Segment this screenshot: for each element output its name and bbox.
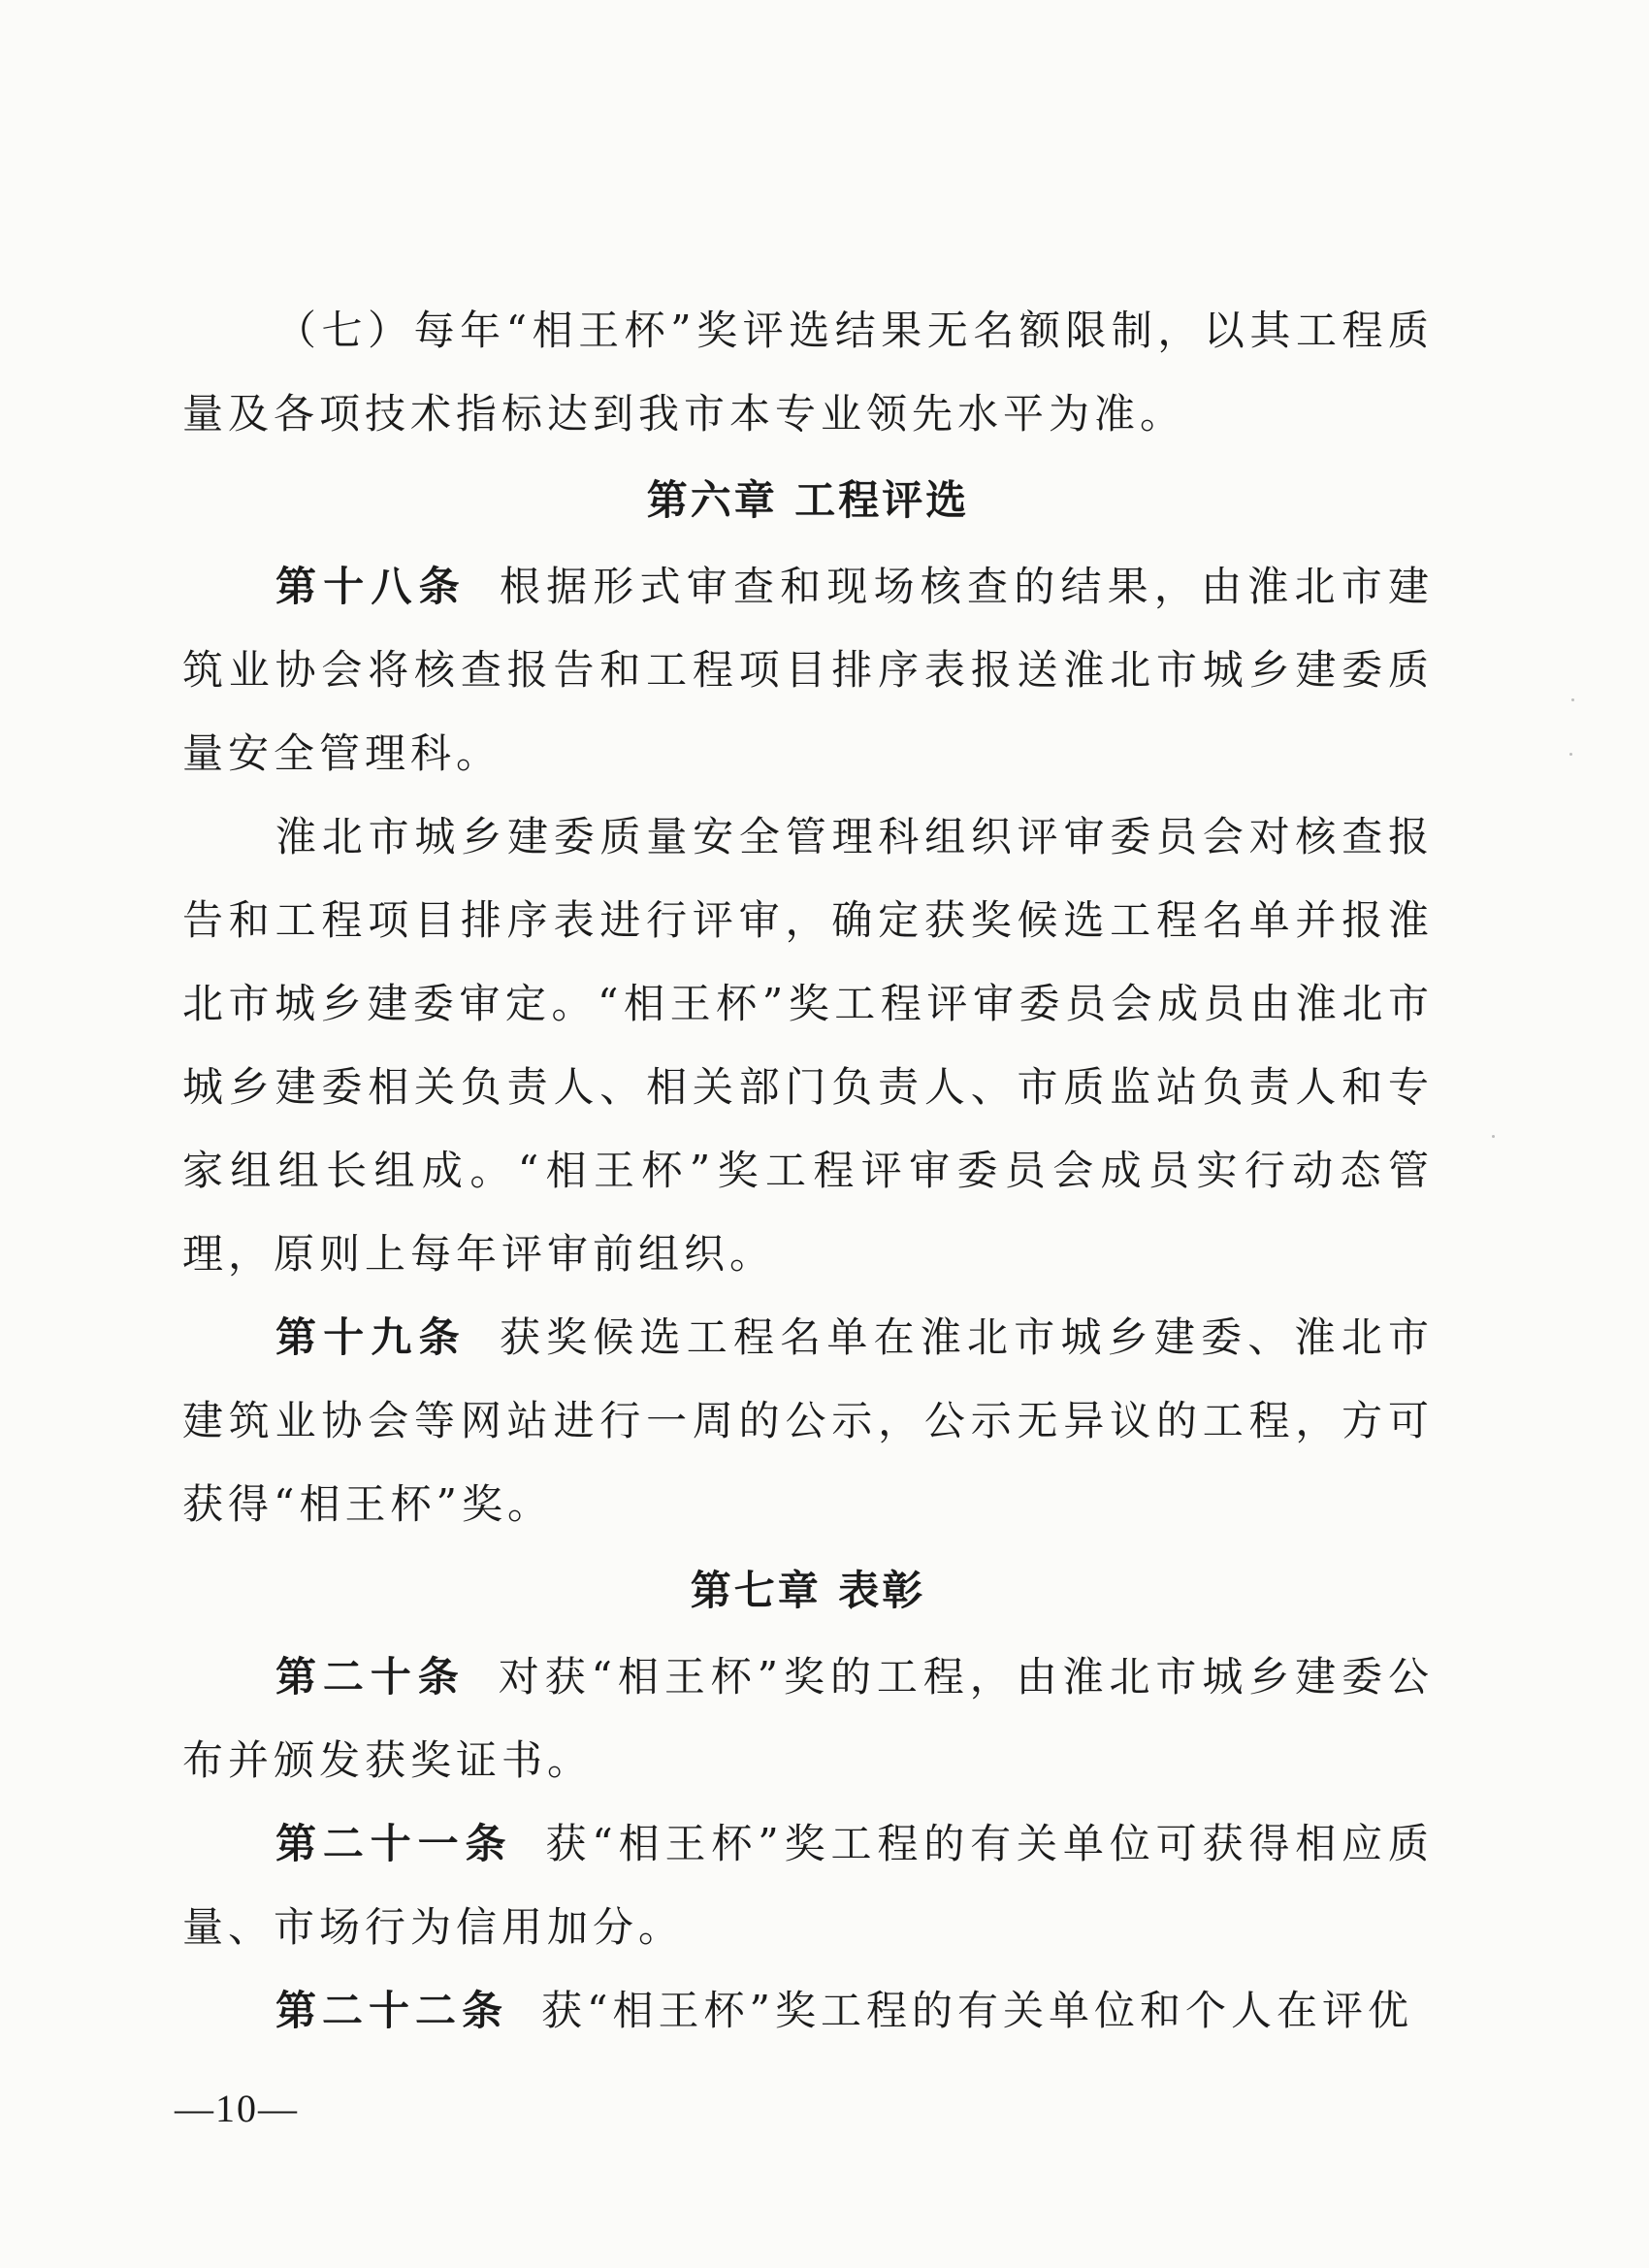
paragraph-item-7 [182, 289, 1434, 456]
article-18 [182, 545, 1434, 795]
article-text: 获“相王杯”奖工程的有关单位和个人在评优 [541, 1987, 1413, 2034]
article-22 [182, 1969, 1434, 2053]
page-number: —10— [175, 2087, 299, 2130]
bleed-through-mark [29, 114, 223, 136]
article-number: 第二十二条 [275, 1987, 509, 2034]
scan-speck [1569, 753, 1572, 756]
article-text: 获奖候选工程名单在淮北市城乡建委、淮北市建筑业协会等网站进行一周的公示，公示无异议的工程，方可获得“相王杯”奖。 [182, 1313, 1434, 1528]
chapter-title: 第七章 表彰 [690, 1567, 926, 1614]
chapter-title: 第六章 工程评选 [646, 476, 970, 524]
article-number: 第二十一条 [275, 1820, 513, 1867]
article-text: 对获“相王杯”奖的工程，由淮北市城乡建委公布并颁发获奖证书。 [182, 1653, 1434, 1784]
article-number: 第十八条 [275, 563, 467, 610]
article-20 [182, 1636, 1434, 1802]
scan-speck [1571, 698, 1574, 701]
paragraph-text: （七）每年“相王杯”奖评选结果无名额限制，以其工程质量及各项技术指标达到我市本专业领先水平为准。 [182, 307, 1434, 437]
article-19 [182, 1296, 1434, 1546]
chapter-heading-6 [182, 456, 1434, 545]
article-number: 第二十条 [275, 1653, 466, 1701]
document-body [182, 289, 1434, 2053]
paragraph-text: 淮北市城乡建委质量安全管理科组织评审委员会对核查报告和工程项目排序表进行评审，确定获奖候选工程名单并报淮北市城乡建委审定。“相王杯”奖工程评审委员会成员由淮北市城乡建委相关负责人、相关部门负责人、市质监站负责人和专家组组长组成。“相王杯”奖工程评审委员会成员实行动态管理，原则上每年评审前组织。 [182, 813, 1434, 1278]
article-text: 获“相王杯”奖工程的有关单位可获得相应质量、市场行为信用加分。 [182, 1820, 1434, 1951]
paragraph-review [182, 795, 1434, 1296]
article-21 [182, 1802, 1434, 1969]
article-number: 第十九条 [275, 1313, 467, 1361]
article-text: 根据形式审查和现场核查的结果，由淮北市建筑业协会将核查报告和工程项目排序表报送淮北市城乡建委质量安全管理科。 [182, 563, 1434, 777]
scan-speck [1492, 1135, 1495, 1138]
chapter-heading-7 [182, 1546, 1434, 1636]
